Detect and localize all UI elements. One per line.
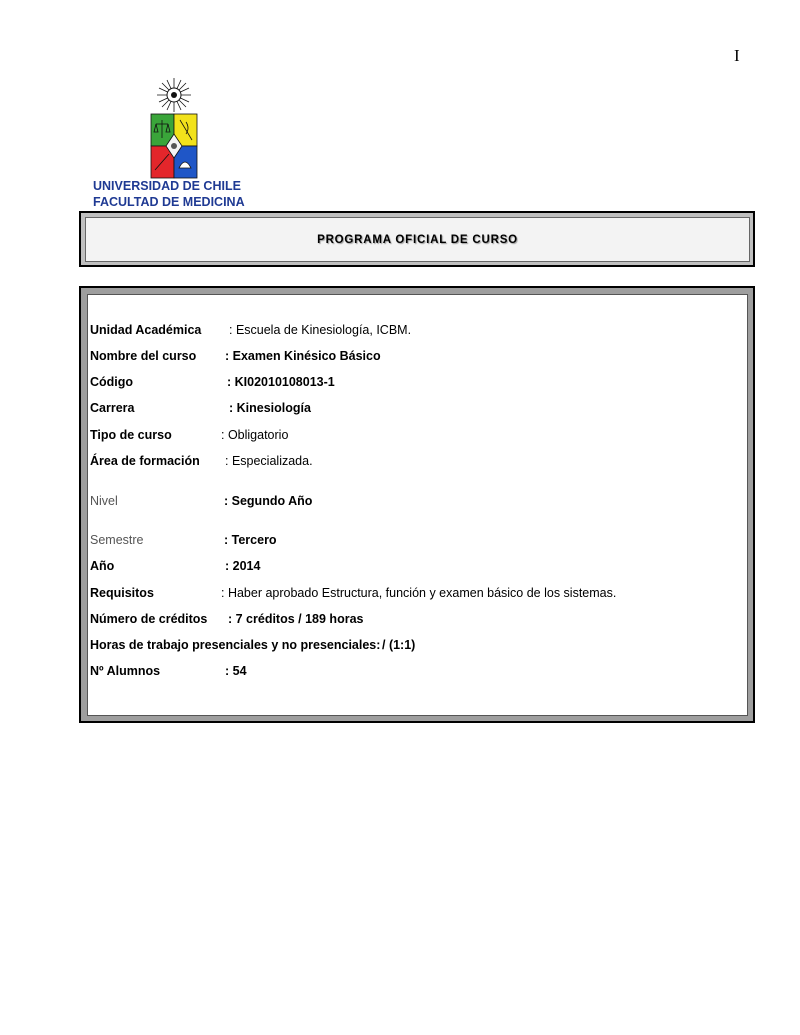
field-value: : KI02010108013-1 <box>227 375 335 389</box>
field-value: : Examen Kinésico Básico <box>225 349 381 363</box>
faculty-name: FACULTAD DE MEDICINA <box>93 195 245 209</box>
field-value: : Kinesiología <box>229 401 311 415</box>
field-label: Tipo de curso <box>90 428 172 442</box>
field-label: Nombre del curso <box>90 349 197 363</box>
title-box <box>79 211 755 267</box>
field-value: / (1:1) <box>382 638 416 652</box>
field-value: : 54 <box>225 664 247 678</box>
field-value: : Haber aprobado Estructura, función y examen básico de los sistemas. <box>221 586 617 600</box>
field-value: : Especializada. <box>225 454 313 468</box>
field-value: : Segundo Año <box>224 494 313 508</box>
field-value: : 7 créditos / 189 horas <box>228 612 364 626</box>
field-label: Nº Alumnos <box>90 664 161 678</box>
institution-name <box>93 178 245 210</box>
field-label: Nivel <box>90 494 118 508</box>
field-label: Código <box>90 375 134 389</box>
field-label: Semestre <box>90 533 144 547</box>
document-title: PROGRAMA OFICIAL DE CURSO <box>317 233 518 246</box>
field-value: : 2014 <box>225 559 261 573</box>
field-value: : Tercero <box>224 533 277 547</box>
field-value: : Obligatorio <box>221 428 289 442</box>
field-label: Área de formación <box>90 454 200 468</box>
course-info-box <box>79 286 755 723</box>
field-label: Unidad Académica <box>90 323 202 337</box>
course-info-panel <box>87 294 748 716</box>
university-crest-logo <box>146 76 202 180</box>
field-label: Requisitos <box>90 586 154 600</box>
field-label: Carrera <box>90 401 135 415</box>
university-name: UNIVERSIDAD DE CHILE <box>93 179 241 193</box>
field-label: Año <box>90 559 115 573</box>
field-label: Horas de trabajo presenciales y no presenciales: <box>90 638 381 652</box>
page-number: I <box>734 46 740 65</box>
field-value: : Escuela de Kinesiología, ICBM. <box>229 323 412 337</box>
field-label: Número de créditos <box>90 612 208 626</box>
title-inner-panel <box>85 217 750 262</box>
